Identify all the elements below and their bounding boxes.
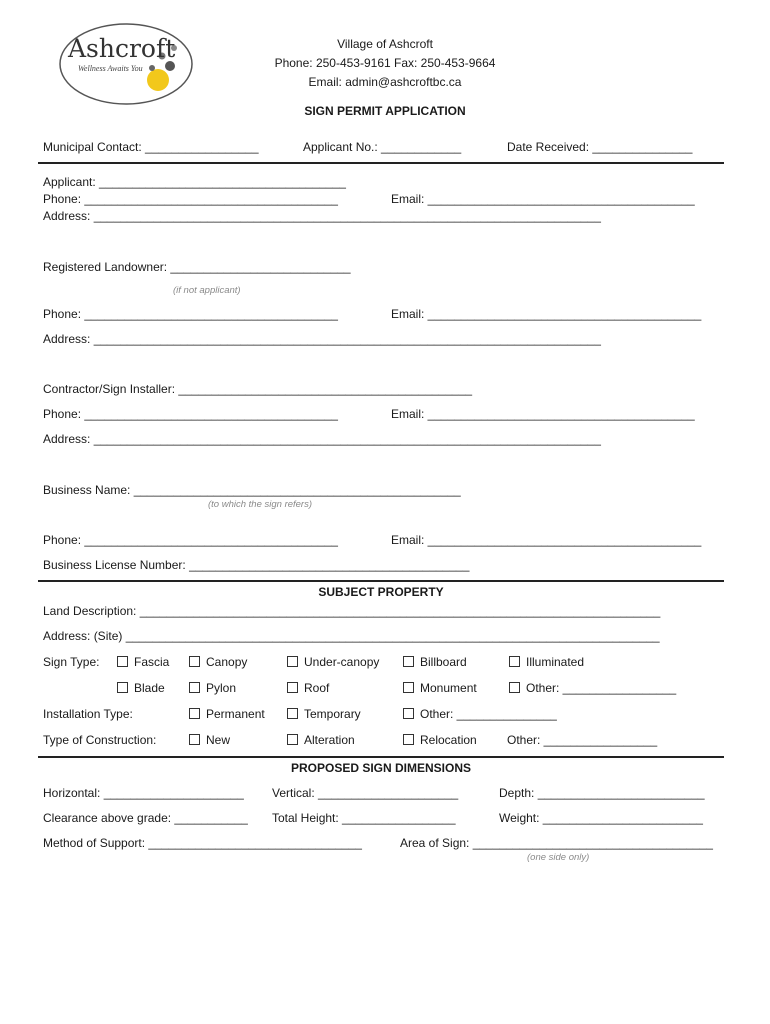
applicant-email-field[interactable]: Email: ________________________________________ <box>391 192 695 206</box>
contractor-email-field[interactable]: Email: ________________________________________ <box>391 407 695 421</box>
alteration-checkbox[interactable] <box>287 733 355 747</box>
contractor-address-field[interactable]: Address: ____________________________________________________________________________ <box>43 432 601 446</box>
other-installation-checkbox[interactable] <box>403 707 557 721</box>
canopy-checkbox[interactable] <box>189 655 247 669</box>
business-license-field[interactable]: Business License Number: __________________________________________ <box>43 558 470 572</box>
temporary-checkbox[interactable] <box>287 707 361 721</box>
monument-checkbox[interactable] <box>403 681 477 695</box>
contractor-phone-field[interactable]: Phone: ______________________________________ <box>43 407 338 421</box>
billboard-label: Billboard <box>420 655 467 669</box>
clearance-field[interactable]: Clearance above grade: ___________ <box>43 811 248 825</box>
vertical-field[interactable]: Vertical: _____________________ <box>272 786 459 800</box>
logo-name: Ashcroft <box>68 34 176 63</box>
relocation-label: Relocation <box>420 733 477 747</box>
undercanopy-label: Under-canopy <box>304 655 380 669</box>
business-email-field[interactable]: Email: _________________________________________ <box>391 533 702 547</box>
dimensions-heading: PROPOSED SIGN DIMENSIONS <box>290 761 472 775</box>
alteration-label: Alteration <box>304 733 355 747</box>
fascia-label: Fascia <box>134 655 170 669</box>
roof-checkbox[interactable] <box>287 681 329 695</box>
other-installation-field[interactable]: Other: _______________ <box>420 707 557 721</box>
installation-type-label: Installation Type: <box>43 707 133 721</box>
landowner-phone-field[interactable]: Phone: ______________________________________ <box>43 307 338 321</box>
permanent-label: Permanent <box>206 707 265 721</box>
org-name: Village of Ashcroft <box>337 37 433 51</box>
blade-label: Blade <box>134 681 165 695</box>
horizontal-field[interactable]: Horizontal: _____________________ <box>43 786 244 800</box>
canopy-label: Canopy <box>206 655 248 669</box>
site-address-field[interactable]: Address: (Site) ________________________________________________________________________________ <box>43 629 660 643</box>
permanent-checkbox[interactable] <box>189 707 265 721</box>
weight-field[interactable]: Weight: ________________________ <box>499 811 703 825</box>
billboard-checkbox[interactable] <box>403 655 467 669</box>
construction-type-label: Type of Construction: <box>43 733 157 747</box>
pylon-checkbox[interactable] <box>189 681 236 695</box>
roof-label: Roof <box>304 681 330 695</box>
landowner-field[interactable]: Registered Landowner: ___________________________ <box>43 260 351 274</box>
new-label: New <box>206 733 231 747</box>
form-title: SIGN PERMIT APPLICATION <box>304 104 466 118</box>
fascia-checkbox[interactable] <box>117 655 169 669</box>
landowner-email-field[interactable]: Email: _________________________________________ <box>391 307 702 321</box>
applicant-no-field[interactable]: Applicant No.: ____________ <box>303 140 462 154</box>
landowner-address-field[interactable]: Address: ____________________________________________________________________________ <box>43 332 601 346</box>
landowner-note: (if not applicant) <box>173 285 241 296</box>
org-email: Email: admin@ashcroftbc.ca <box>308 75 462 89</box>
blade-checkbox[interactable] <box>117 681 165 695</box>
temporary-label: Temporary <box>304 707 361 721</box>
method-of-support-field[interactable]: Method of Support: ________________________________ <box>43 836 362 850</box>
applicant-field[interactable]: Applicant: _____________________________________ <box>43 175 346 189</box>
ashcroft-logo <box>58 22 194 106</box>
org-phone-fax: Phone: 250-453-9161 Fax: 250-453-9664 <box>274 56 496 70</box>
relocation-checkbox[interactable] <box>403 733 477 747</box>
applicant-phone-field[interactable]: Phone: ______________________________________ <box>43 192 338 206</box>
logo-tagline: Wellness Awaits You <box>78 64 143 73</box>
illuminated-label: Illuminated <box>526 655 585 669</box>
municipal-contact-field[interactable]: Municipal Contact: _________________ <box>43 140 259 154</box>
divider <box>38 756 724 758</box>
pylon-label: Pylon <box>206 681 237 695</box>
business-phone-field[interactable]: Phone: ______________________________________ <box>43 533 338 547</box>
sign-type-label: Sign Type: <box>43 655 100 669</box>
other-sign-type-field[interactable]: Other: _________________ <box>526 681 677 695</box>
undercanopy-checkbox[interactable] <box>287 655 379 669</box>
land-description-field[interactable]: Land Description: ______________________________________________________________________________ <box>43 604 661 618</box>
date-received-field[interactable]: Date Received: _______________ <box>507 140 693 154</box>
depth-field[interactable]: Depth: _________________________ <box>499 786 705 800</box>
subject-property-heading: SUBJECT PROPERTY <box>318 585 444 599</box>
divider <box>38 580 724 582</box>
total-height-field[interactable]: Total Height: _________________ <box>272 811 456 825</box>
area-of-sign-field[interactable]: Area of Sign: ____________________________________ <box>400 836 713 850</box>
divider <box>38 162 724 164</box>
new-checkbox[interactable] <box>189 733 230 747</box>
area-note: (one side only) <box>527 852 590 863</box>
illuminated-checkbox[interactable] <box>509 655 584 669</box>
monument-label: Monument <box>420 681 477 695</box>
other-construction-field[interactable]: Other: _________________ <box>507 733 658 747</box>
applicant-address-field[interactable]: Address: ____________________________________________________________________________ <box>43 209 601 223</box>
business-name-field[interactable]: Business Name: _________________________________________________ <box>43 483 461 497</box>
other-sign-type-checkbox[interactable] <box>509 681 676 695</box>
contractor-field[interactable]: Contractor/Sign Installer: ____________________________________________ <box>43 382 473 396</box>
business-note: (to which the sign refers) <box>208 499 313 510</box>
